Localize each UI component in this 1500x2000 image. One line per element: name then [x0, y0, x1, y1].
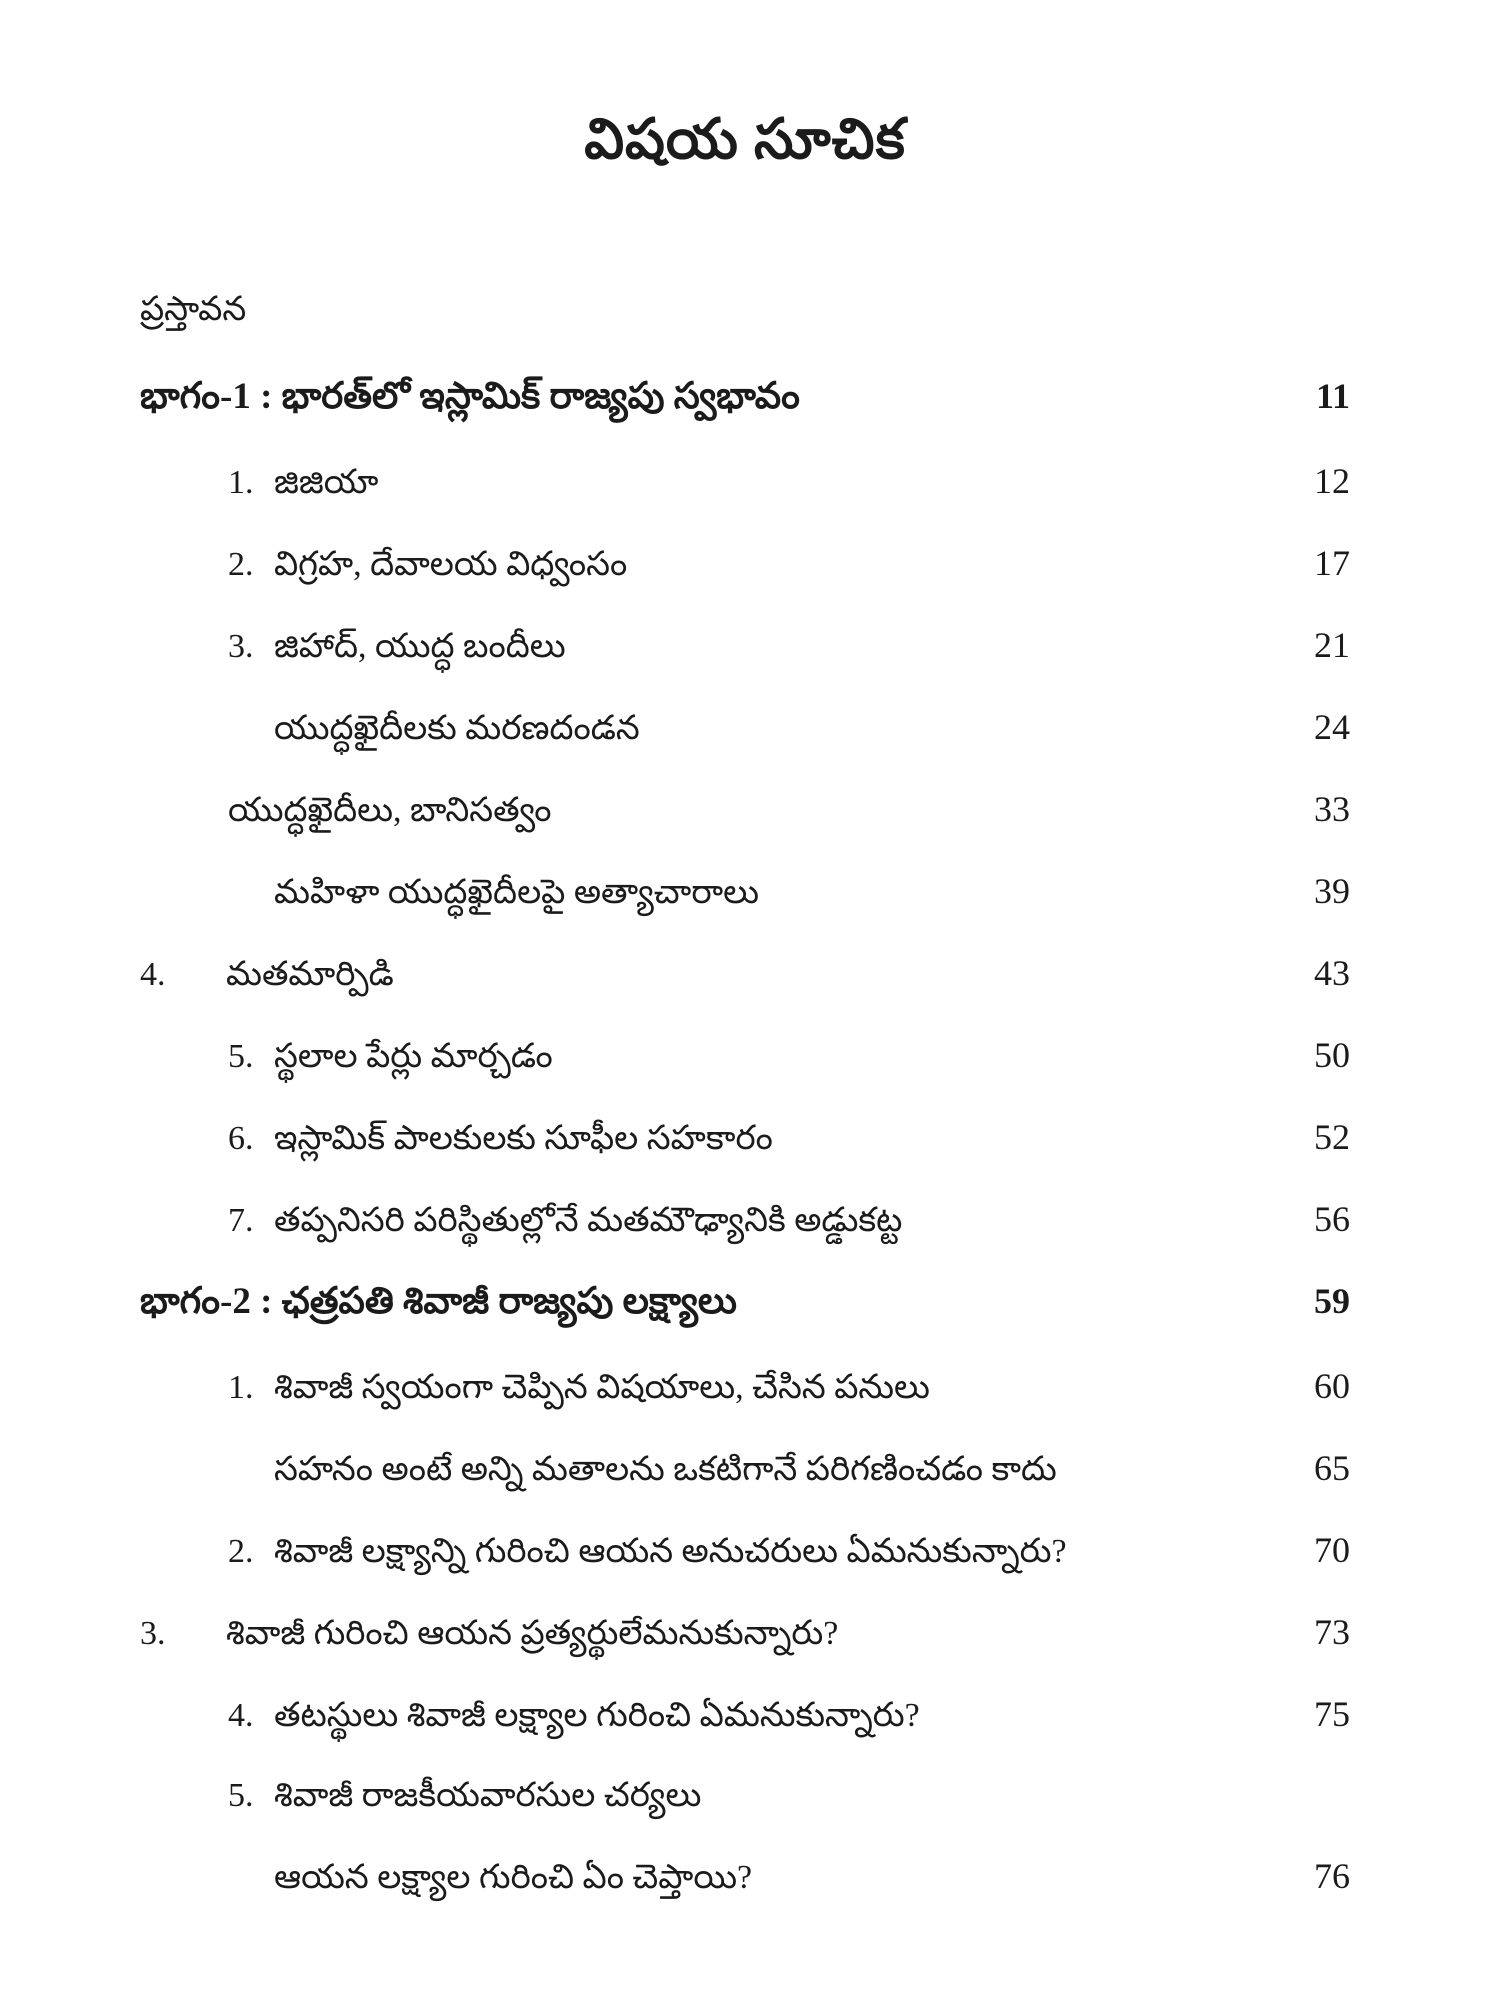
- page-number: 50: [1314, 1035, 1350, 1075]
- page-number: 52: [1314, 1117, 1350, 1157]
- page-number: 43: [1314, 953, 1350, 993]
- page-number: 12: [1314, 461, 1350, 501]
- page-number: 39: [1314, 871, 1350, 911]
- entry-label: శివాజీ స్వయంగా చెప్పిన విషయాలు, చేసిన పనులు: [274, 1369, 930, 1406]
- page-number: 24: [1314, 707, 1350, 747]
- entry-label: యుద్ధఖైదీలకు మరణదండన: [274, 710, 640, 747]
- toc-entry-row: [140, 1446, 1350, 1492]
- entry-label: స్థలాల పేర్లు మార్చడం: [274, 1038, 553, 1075]
- entry-number: 4.: [228, 1697, 254, 1734]
- toc-entry-row: [140, 705, 1350, 751]
- toc-entry-row: [140, 1692, 1350, 1738]
- toc-entry-row: [140, 951, 1350, 997]
- toc-list: [140, 288, 1350, 1900]
- entry-label: యుద్ధఖైదీలు, బానిసత్వం: [228, 792, 552, 829]
- page-number: 70: [1314, 1530, 1350, 1570]
- toc-entry-row: [140, 1197, 1350, 1243]
- entry-number: 2.: [228, 1533, 254, 1570]
- page-number: 21: [1314, 625, 1350, 665]
- entry-label: జిజియా: [274, 464, 379, 501]
- entry-label: తటస్థులు శివాజీ లక్ష్యాల గురించి ఏమనుకున్నారు?: [274, 1697, 920, 1734]
- entry-label: జిహాద్, యుద్ధ బందీలు: [274, 628, 566, 665]
- page-number: 75: [1314, 1694, 1350, 1734]
- entry-number: 6.: [228, 1120, 254, 1157]
- page-title: విషయ సూచిక: [584, 109, 906, 171]
- toc-section-row: [140, 374, 1350, 419]
- toc-entry-row: [140, 1115, 1350, 1161]
- entry-number: 1.: [228, 1369, 254, 1406]
- entry-label: సహనం అంటే అన్ని మతాలను ఒకటిగానే పరిగణించడం కాదు: [274, 1451, 1057, 1488]
- toc-entry-row: [140, 1774, 1350, 1818]
- page-number: 56: [1314, 1199, 1350, 1239]
- toc-entry-row: [140, 1854, 1350, 1900]
- entry-label: మతమార్పిడి: [226, 956, 394, 993]
- entry-label: శివాజీ రాజకీయవారసుల చర్యలు: [274, 1777, 702, 1814]
- entry-number: 5.: [228, 1777, 254, 1814]
- toc-entry-row: [140, 1033, 1350, 1079]
- entry-label: భాగం-1 : భారత్‌లో ఇస్లామిక్ రాజ్యపు స్వభావం: [140, 376, 800, 417]
- entry-label: ఆయన లక్ష్యాల గురించి ఏం చెప్తాయి?: [274, 1859, 753, 1896]
- entry-number: 7.: [228, 1202, 254, 1239]
- toc-entry-row: [140, 623, 1350, 669]
- entry-label: భాగం-2 : ఛత్రపతి శివాజీ రాజ్యపు లక్ష్యాలు: [140, 1281, 737, 1322]
- page-number: 33: [1314, 789, 1350, 829]
- toc-section-row: [140, 1279, 1350, 1324]
- entry-label: శివాజీ లక్ష్యాన్ని గురించి ఆయన అనుచరులు ఏమనుకున్నారు?: [274, 1533, 1067, 1570]
- toc-entry-row: [140, 787, 1350, 833]
- page-number: 59: [1314, 1281, 1350, 1321]
- entry-number: 2.: [228, 546, 254, 583]
- entry-label: విగ్రహ, దేవాలయ విధ్వంసం: [274, 546, 628, 583]
- page-number: 60: [1314, 1366, 1350, 1406]
- entry-number: 5.: [228, 1038, 254, 1075]
- toc-entry-row: [140, 459, 1350, 505]
- entry-label: శివాజీ గురించి ఆయన ప్రత్యర్థులేమనుకున్నారు?: [226, 1615, 839, 1652]
- page-number: 17: [1314, 543, 1350, 583]
- intro-label: ప్రస్తావన: [140, 291, 247, 328]
- toc-entries: [140, 374, 1350, 1900]
- entry-label: తప్పనిసరి పరిస్థితుల్లోనే మతమౌఢ్యానికి అడ్డుకట్ట: [274, 1202, 903, 1239]
- toc-intro-row: [140, 288, 1350, 332]
- page-number: 65: [1314, 1448, 1350, 1488]
- toc-entry-row: [140, 1528, 1350, 1574]
- entry-label: ఇస్లామిక్ పాలకులకు సూఫీల సహకారం: [274, 1120, 773, 1157]
- page-number: 11: [1315, 376, 1350, 416]
- page-number: 73: [1314, 1612, 1350, 1652]
- entry-number: 1.: [228, 464, 254, 501]
- toc-entry-row: [140, 1610, 1350, 1656]
- entry-label: మహిళా యుద్ధఖైదీలపై అత్యాచారాలు: [274, 874, 760, 911]
- entry-number: 3.: [140, 1615, 166, 1652]
- page-number: 76: [1314, 1856, 1350, 1896]
- toc-entry-row: [140, 869, 1350, 915]
- toc-entry-row: [140, 541, 1350, 587]
- entry-number: 3.: [228, 628, 254, 665]
- entry-number: 4.: [140, 956, 166, 993]
- toc-entry-row: [140, 1364, 1350, 1410]
